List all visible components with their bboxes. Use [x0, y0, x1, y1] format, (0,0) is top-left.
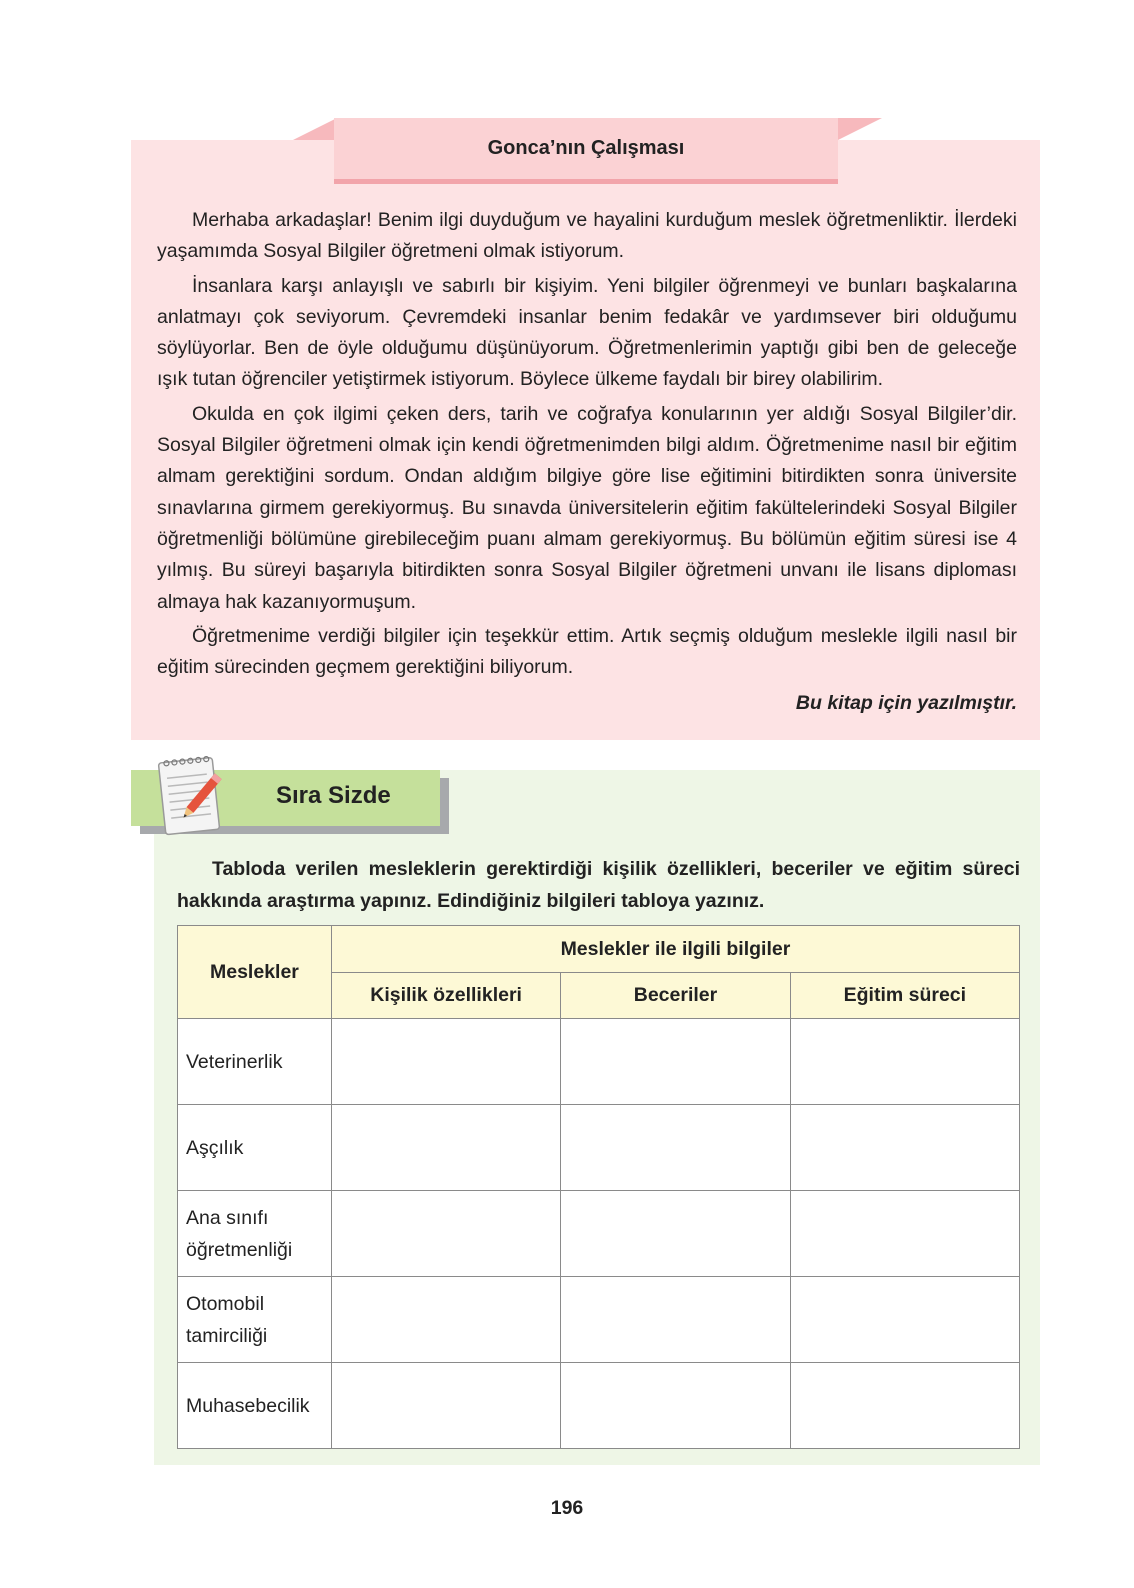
profession-cell: Aşçılık: [178, 1105, 332, 1191]
story-text: [157, 205, 1017, 686]
answer-cell[interactable]: [790, 1019, 1019, 1105]
answer-cell[interactable]: [331, 1105, 560, 1191]
answer-cell[interactable]: [331, 1191, 560, 1277]
answer-cell[interactable]: [790, 1363, 1019, 1449]
answer-cell[interactable]: [790, 1277, 1019, 1363]
title-tab-wing-right: [838, 118, 882, 140]
story-title: Gonca’nın Çalışması: [334, 118, 838, 184]
activity-title: Sıra Sizde: [276, 782, 391, 809]
table-row: [178, 1191, 1020, 1277]
source-note: Bu kitap için yazılmıştır.: [795, 692, 1017, 714]
story-paragraph: Okulda en çok ilgimi çeken ders, tarih ve coğrafya konularının yer aldığı Sosyal Bilgiler’dir. Sosyal Bilgiler öğretmeni olmak için kendi öğretmenimden bilgi aldım. Öğretmenime nasıl bir eğitim almam gerektiğini sordum. Ondan aldığım bilgiye göre lise eğitimini bitirdikten sonra üniversite sınavlarına girmem gerekiyormuş. Bu sınavda üniversitelerin eğitim fakültelerindeki Sosyal Bilgiler öğretmenliği bölümüne girebileceğim puanı almam gerekiyormuş. Bu bölümün eğitim süresi ise 4 yılmış. Bu süreyi başarıyla bitirdikten sonra Sosyal Bilgiler öğretmeni unvanı ile lisans diploması almaya hak kazanıyormuşum.: [157, 402, 1017, 613]
answer-cell[interactable]: [790, 1105, 1019, 1191]
professions-table: [177, 925, 1020, 1449]
header-education: Eğitim süreci: [790, 973, 1019, 1019]
story-paragraph: Öğretmenime verdiği bilgiler için teşekkür ettim. Artık seçmiş olduğum meslekle ilgili nasıl bir eğitim sürecinden geçmem gerektiğini biliyorum.: [157, 624, 1017, 679]
header-professions: Meslekler: [178, 926, 332, 1019]
profession-cell: Ana sınıfı öğretmenliği: [178, 1191, 332, 1277]
profession-cell: Muhasebecilik: [178, 1363, 332, 1449]
profession-cell: Otomobil tamirciliği: [178, 1277, 332, 1363]
table-row: [178, 1277, 1020, 1363]
story-paragraph: İnsanlara karşı anlayışlı ve sabırlı bir kişiyim. Yeni bilgiler öğrenmeyi ve bunları başkalarına anlatmayı çok seviyorum. Çevremdeki insanlar benim fedakâr ve yardımsever biri olduğumu söylüyorlar. Ben de öyle olduğumu düşünüyorum. Öğretmenlerimin yaptığı gibi ben de geleceğe ışık tutan öğrenciler yetiştirmek istiyorum. Böylece ülkeme faydalı bir birey olabilirim.: [157, 274, 1017, 391]
header-skills: Beceriler: [561, 973, 790, 1019]
story-paragraph: Merhaba arkadaşlar! Benim ilgi duyduğum ve hayalini kurduğum meslek öğretmenliktir. İlerdeki yaşamımda Sosyal Bilgiler öğretmeni olmak istiyorum.: [157, 209, 1017, 263]
page-number: 196: [550, 1497, 584, 1519]
answer-cell[interactable]: [561, 1019, 790, 1105]
answer-cell[interactable]: [561, 1277, 790, 1363]
answer-cell[interactable]: [790, 1191, 1019, 1277]
activity-instruction: Tabloda verilen mesleklerin gerektirdiği kişilik özellikleri, beceriler ve eğitim süreci hakkında araştırma yapınız. Edindiğiniz bilgileri tabloya yazınız.: [177, 858, 1020, 912]
title-tab-wing-left: [293, 118, 337, 140]
header-group: Meslekler ile ilgili bilgiler: [331, 926, 1019, 973]
header-personality: Kişilik özellikleri: [331, 973, 560, 1019]
answer-cell[interactable]: [561, 1363, 790, 1449]
answer-cell[interactable]: [561, 1191, 790, 1277]
answer-cell[interactable]: [331, 1277, 560, 1363]
notepad-pencil-icon: [152, 750, 228, 842]
professions-table-wrapper: [177, 925, 1020, 1449]
answer-cell[interactable]: [331, 1363, 560, 1449]
answer-cell[interactable]: [561, 1105, 790, 1191]
table-row: [178, 1019, 1020, 1105]
profession-cell: Veterinerlik: [178, 1019, 332, 1105]
table-row: [178, 1105, 1020, 1191]
table-row: [178, 1363, 1020, 1449]
answer-cell[interactable]: [331, 1019, 560, 1105]
